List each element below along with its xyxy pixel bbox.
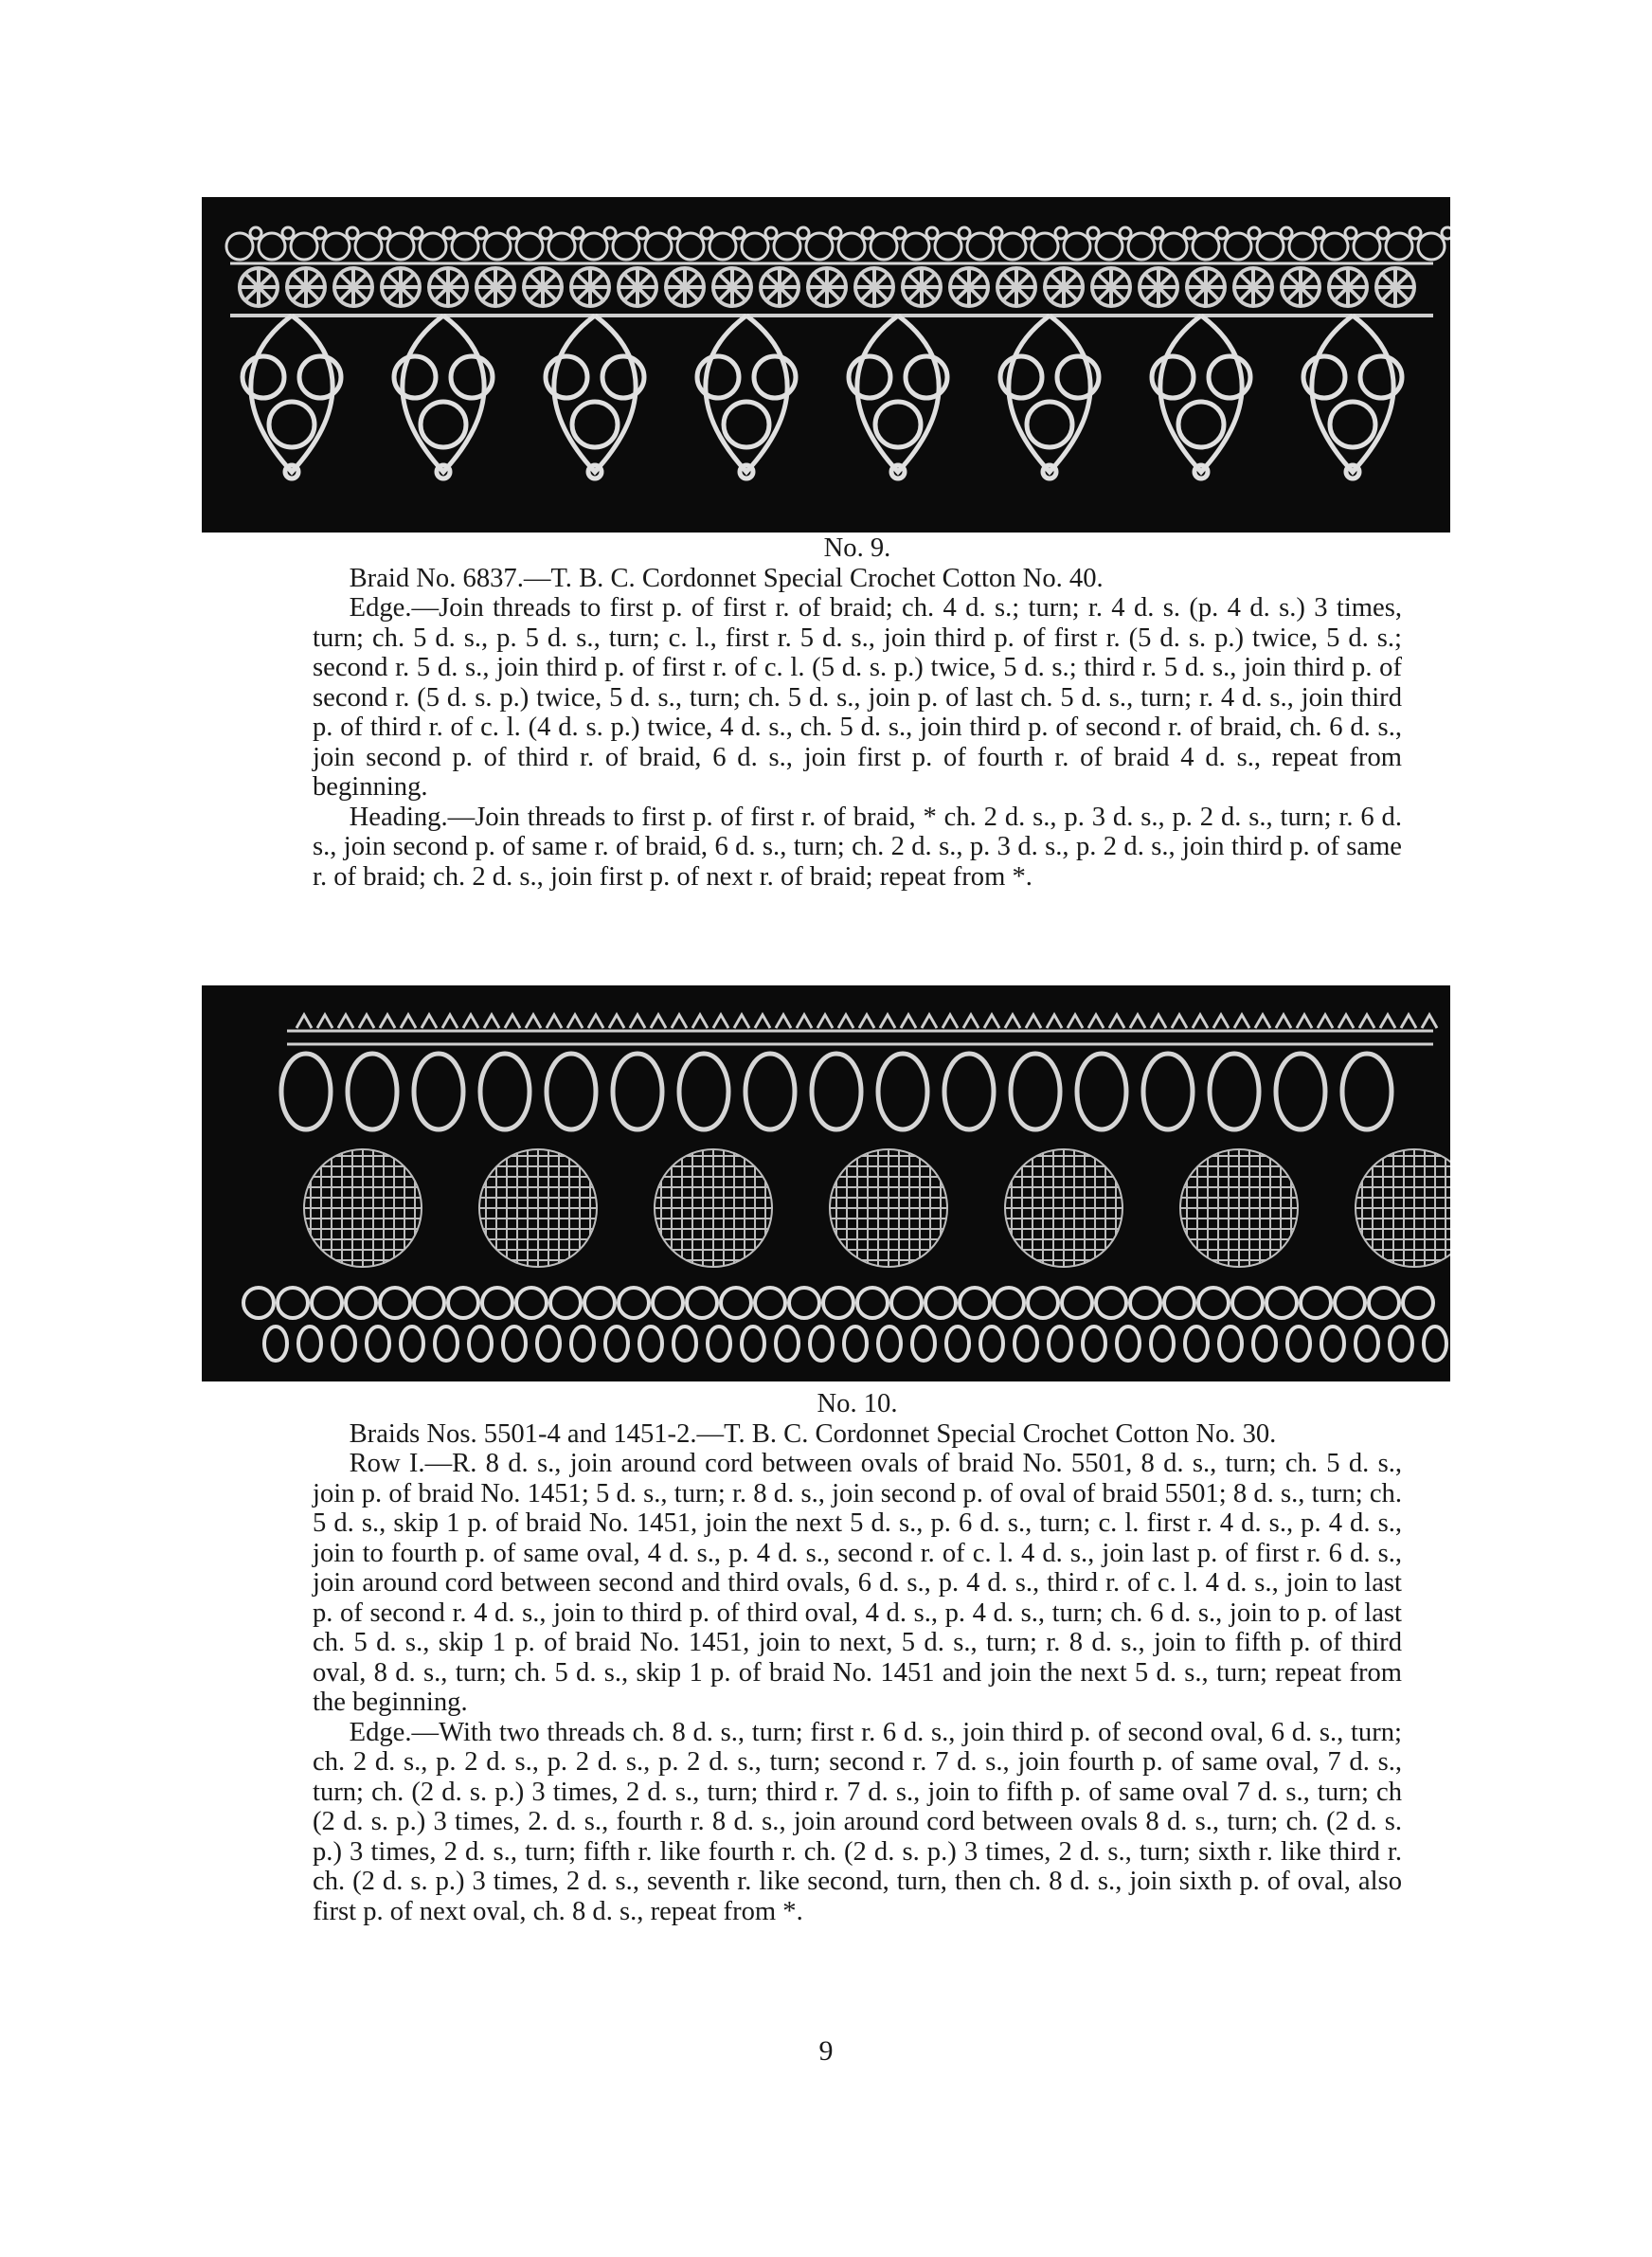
section-title: Braid No. 6837.—T. B. C. Cordonnet Special Crochet Cotton No. 40. [349,563,1104,593]
lace-photo-no-10 [202,985,1450,1381]
lace-illustration-no-9 [202,197,1450,533]
page-number: 9 [818,2035,834,2067]
section-number: No. 10. [817,1389,898,1418]
section-no-10 [313,1389,1402,1926]
section-no-9 [313,533,1402,892]
edge-instructions: Edge.—Join threads to first p. of first r. of braid; ch. 4 d. s.; turn; r. 4 d. s. (p. 4 d. s.) 3 times, turn; ch. 5 d. s., p. 5 d. s., turn; c. l., first r. 5 d. s., join third p. of first r. (5 d. s. p.) twice, 5 d. s.; second r. 5 d. s., join third p. of first r. of c. l. (5 d. s. p.) twice, 5 d. s.; third r. 5 d. s., join third p. of second r. (5 d. s. p.) twice, 5 d. s., turn; ch. 5 d. s., join p. of last ch. 5 d. s., turn; r. 4 d. s., join third p. of third r. of c. l. (4 d. s. p.) twice, 4 d. s., ch. 5 d. s., join third p. of second r. of braid, ch. 6 d. s., join second p. of third r. of braid, 6 d. s., join first p. of fourth r. of braid 4 d. s., repeat from beginning. [313,593,1402,802]
section-title: Braids Nos. 5501-4 and 1451-2.—T. B. C. Cordonnet Special Crochet Cotton No. 30. [349,1418,1277,1449]
lace-photo-no-9 [202,197,1450,533]
lace-illustration-no-10 [202,985,1450,1381]
section-number: No. 9. [823,533,891,563]
heading-instructions: Heading.—Join threads to first p. of first r. of braid, * ch. 2 d. s., p. 3 d. s., p. 2 d. s., turn; r. 6 d. s., join second p. of same r. of braid, 6 d. s., turn; ch. 2 d. s., p. 3 d. s., p. 2 d. s., join third p. of same r. of braid; ch. 2 d. s., join first p. of next r. of braid; repeat from *. [313,802,1402,892]
edge-instructions: Edge.—With two threads ch. 8 d. s., turn; first r. 6 d. s., join third p. of second oval, 6 d. s., turn; ch. 2 d. s., p. 2 d. s., p. 2 d. s., p. 2 d. s., turn; second r. 7 d. s., join fourth p. of same oval, 7 d. s., turn; ch. (2 d. s. p.) 3 times, 2 d. s., turn; third r. 7 d. s., join to fifth p. of same oval 7 d. s., turn; ch (2 d. s. p.) 3 times, 2. d. s., fourth r. 8 d. s., join around cord between ovals 8 d. s., turn; ch. (2 d. s. p.) 3 times, 2 d. s., turn; fifth r. like fourth r. ch. (2 d. s. p.) 3 times, 2 d. s., turn; sixth r. like third r. ch. (2 d. s. p.) 3 times, 2 d. s., seventh r. like second, turn, then ch. 8 d. s., join sixth p. of oval, also first p. of next oval, ch. 8 d. s., repeat from *. [313,1717,1402,1926]
row-1-instructions: Row I.—R. 8 d. s., join around cord between ovals of braid No. 5501, 8 d. s., turn; ch. 5 d. s., join p. of braid No. 1451; 5 d. s., turn; r. 8 d. s., join second p. of oval of braid 5501; 8 d. s., turn; ch. 5 d. s., skip 1 p. of braid No. 1451, join the next 5 d. s., p. 6 d. s., turn; c. l. first r. 4 d. s., p. 4 d. s., join to fourth p. of same oval, 4 d. s., p. 4 d. s., second r. of c. l. 4 d. s., join last p. of first r. 6 d. s., join around cord between second and third ovals, 6 d. s., p. 4 d. s., third r. of c. l. 4 d. s., join to last p. of second r. 4 d. s., join to third p. of third oval, 4 d. s., p. 4 d. s., turn; ch. 6 d. s., join to p. of last ch. 5 d. s., skip 1 p. of braid No. 1451, join to next, 5 d. s., turn; r. 8 d. s., join to fifth p. of third oval, 8 d. s., turn; ch. 5 d. s., skip 1 p. of braid No. 1451 and join the next 5 d. s., turn; repeat from the beginning. [313,1449,1402,1717]
